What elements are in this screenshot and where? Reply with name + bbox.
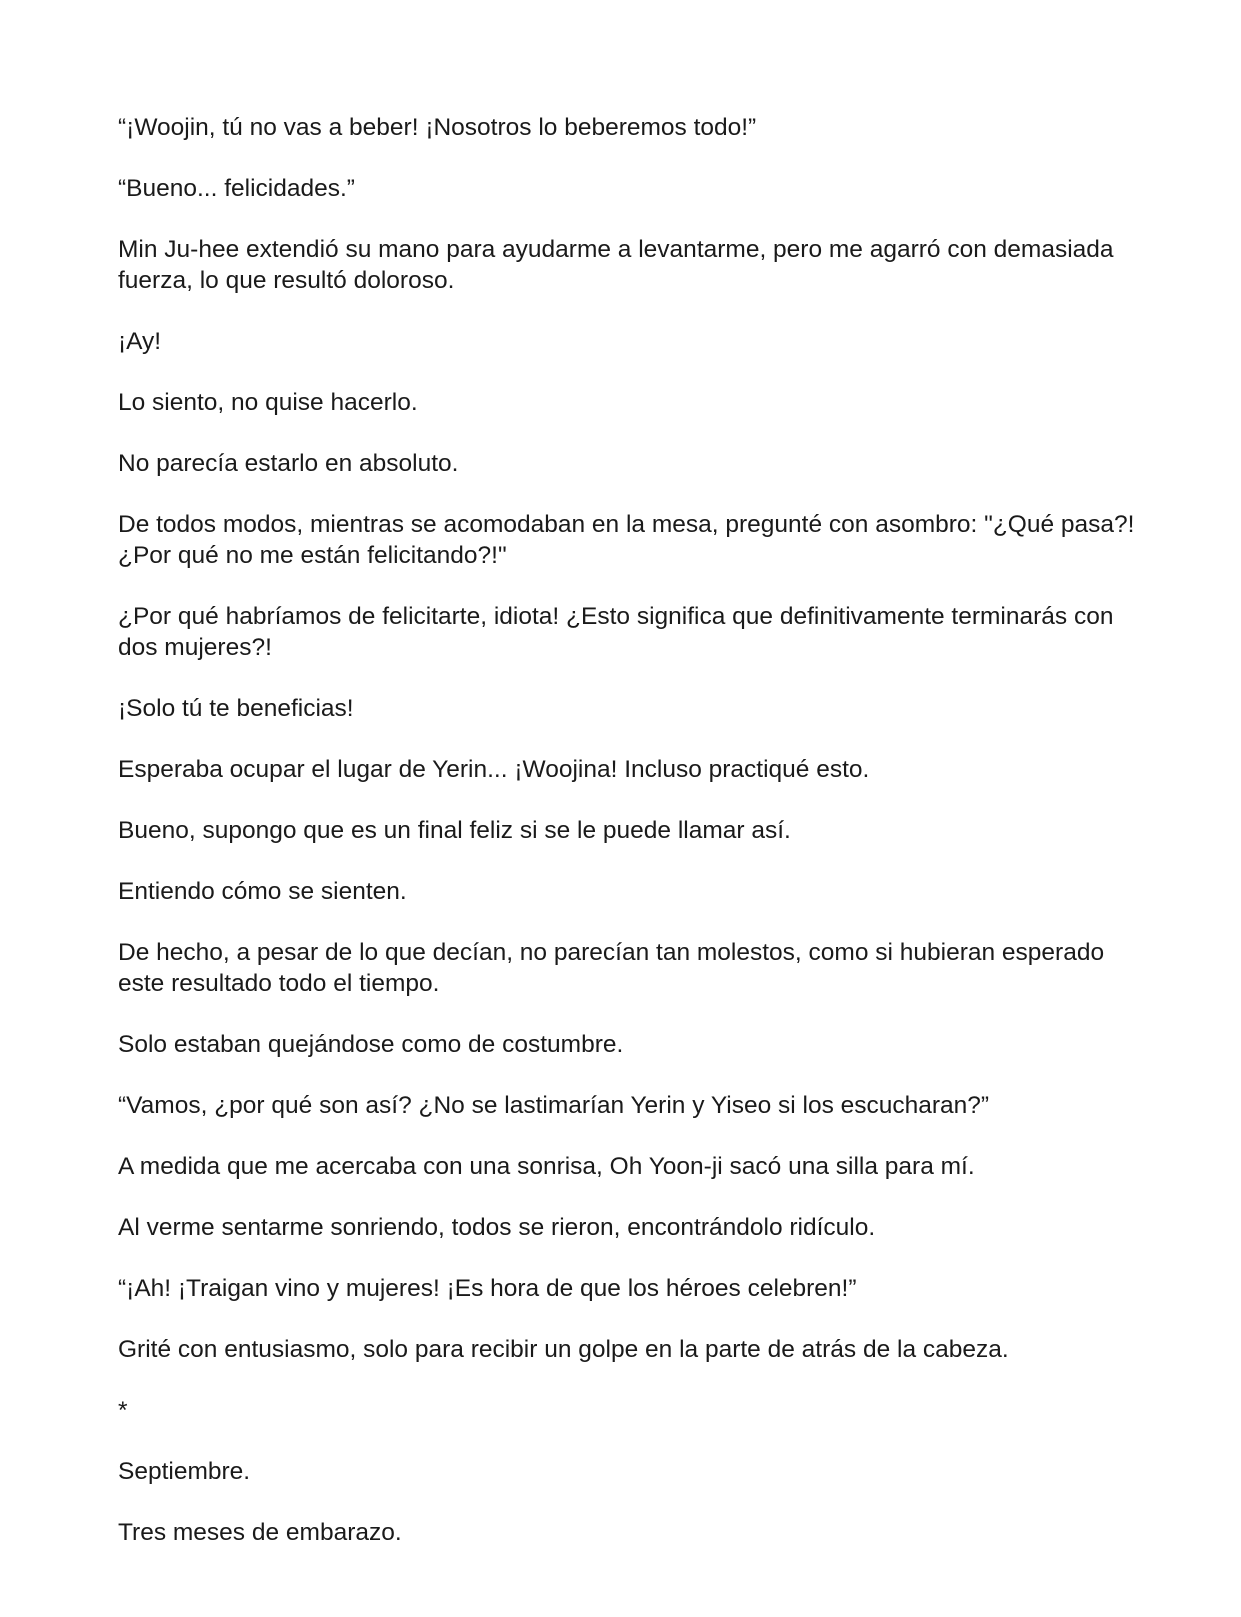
paragraph: Al verme sentarme sonriendo, todos se rieron, encontrándolo ridículo.	[118, 1214, 876, 1241]
paragraph: Lo siento, no quise hacerlo.	[118, 389, 418, 416]
paragraph: “Bueno... felicidades.”	[118, 175, 355, 202]
paragraph: No parecía estarlo en absoluto.	[118, 450, 459, 477]
paragraph: Bueno, supongo que es un final feliz si se le puede llamar así.	[118, 817, 791, 844]
paragraph: Min Ju-hee extendió su mano para ayudarme a levantarme, pero me agarró con demasiada fuerza, lo que resultó doloroso.	[118, 236, 1114, 294]
paragraph: “Vamos, ¿por qué son así? ¿No se lastimarían Yerin y Yiseo si los escucharan?”	[118, 1092, 990, 1119]
paragraph: Grité con entusiasmo, solo para recibir un golpe en la parte de atrás de la cabeza.	[118, 1336, 1009, 1363]
document-body	[118, 112, 1138, 1578]
paragraph: ¡Ay!	[118, 328, 162, 355]
paragraph: De hecho, a pesar de lo que decían, no parecían tan molestos, como si hubieran esperado este resultado todo el tiempo.	[118, 939, 1105, 997]
paragraph: Septiembre.	[118, 1458, 251, 1485]
paragraph: ¿Por qué habríamos de felicitarte, idiota! ¿Esto significa que definitivamente terminarás con dos mujeres?!	[118, 603, 1114, 661]
paragraph: Esperaba ocupar el lugar de Yerin... ¡Woojina! Incluso practiqué esto.	[118, 756, 870, 783]
paragraph: “¡Ah! ¡Traigan vino y mujeres! ¡Es hora de que los héroes celebren!”	[118, 1275, 857, 1302]
paragraph: Tres meses de embarazo.	[118, 1519, 402, 1546]
scene-break: *	[118, 1397, 128, 1424]
paragraph: Solo estaban quejándose como de costumbre.	[118, 1031, 624, 1058]
paragraph: Entiendo cómo se sienten.	[118, 878, 407, 905]
paragraph: De todos modos, mientras se acomodaban en la mesa, pregunté con asombro: "¿Qué pasa?! ¿Por qué no me están felicitando?!"	[118, 511, 1135, 569]
paragraph: “¡Woojin, tú no vas a beber! ¡Nosotros lo beberemos todo!”	[118, 114, 757, 141]
paragraph: ¡Solo tú te beneficias!	[118, 695, 354, 722]
paragraph: A medida que me acercaba con una sonrisa, Oh Yoon-ji sacó una silla para mí.	[118, 1153, 975, 1180]
